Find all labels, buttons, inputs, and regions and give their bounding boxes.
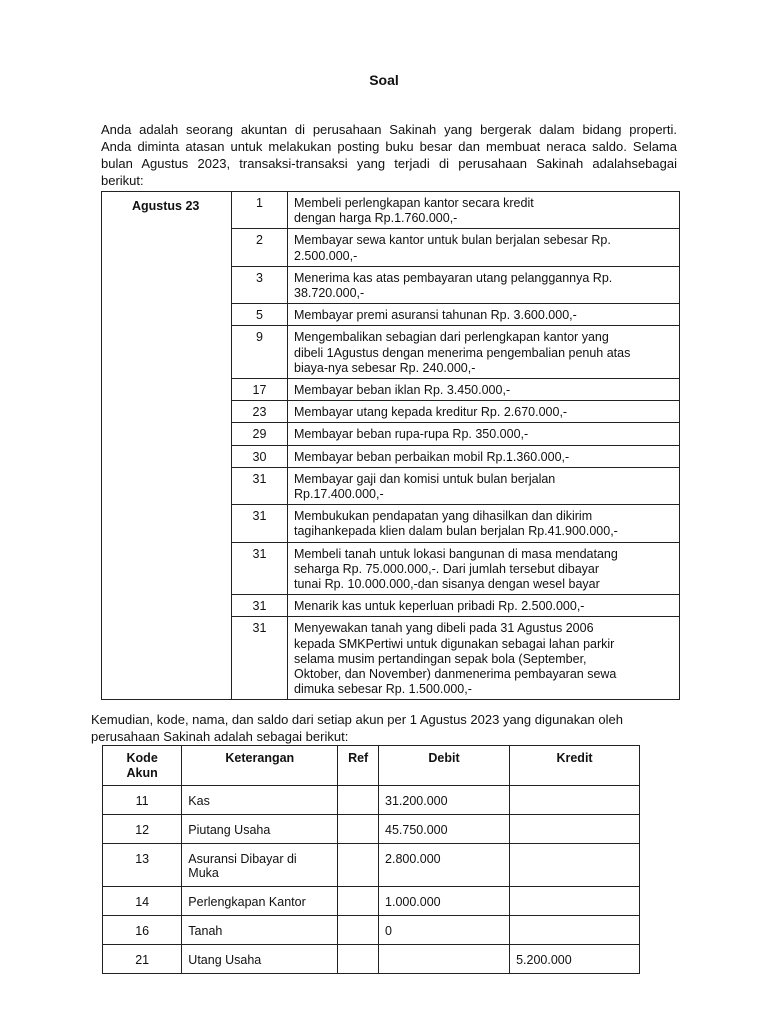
transaction-day: 5 [232,304,288,326]
transaction-description [288,401,680,423]
transaction-day: 31 [232,467,288,504]
transaction-description [288,266,680,303]
transaction-day: 29 [232,423,288,445]
account-name-line: Piutang Usaha [188,823,271,837]
description-line: kepada SMKPertiwi untuk digunakan sebagai lahan parkir [294,636,615,651]
account-row [103,945,640,974]
account-code: 13 [103,844,182,887]
account-name [182,887,338,916]
accounts-intro-line: perusahaan Sakinah adalah sebagai berikut: [91,729,349,744]
description-line: Membayar gaji dan komisi untuk bulan berjalan [294,471,556,486]
account-code: 16 [103,916,182,945]
transaction-description [288,423,680,445]
transaction-day: 23 [232,401,288,423]
description-line: dengan harga Rp.1.760.000,- [294,211,458,226]
description-line: Membayar premi asuransi tahunan Rp. 3.600.000,- [294,308,577,323]
account-code: 12 [103,815,182,844]
accounts-header-row [103,746,640,786]
account-credit [510,916,640,945]
account-credit [510,844,640,887]
description-line: Membeli perlengkapan kantor secara kredit [294,196,534,210]
month-label: Agustus 23 [102,192,232,700]
transaction-description [288,467,680,504]
account-ref [338,844,379,887]
account-credit [510,815,640,844]
header-code-line1: Kode [126,751,158,765]
account-debit: 0 [379,916,510,945]
account-ref [338,916,379,945]
description-line: dibeli 1Agustus dengan menerima pengembalian penuh atas [294,345,631,360]
description-line: seharga Rp. 75.000.000,-. Dari jumlah tersebut dibayar [294,561,600,576]
description-line: Menarik kas untuk keperluan pribadi Rp. 2.500.000,- [294,599,585,614]
account-debit: 31.200.000 [379,786,510,815]
account-ref [338,786,379,815]
transaction-day: 1 [232,192,288,229]
account-name-line: Tanah [188,924,223,938]
description-line: Oktober, dan November) danmenerima pembayaran sewa [294,667,617,682]
transaction-day: 17 [232,379,288,401]
intro-line: berikut: [101,173,144,188]
transaction-description [288,229,680,266]
intro-line: Anda diminta atasan untuk melakukan posting buku besar dan membuat neraca saldo. Selama [101,139,677,154]
transaction-day: 9 [232,326,288,379]
header-code [103,746,182,786]
description-line: 38.720.000,- [294,286,365,301]
account-credit [510,887,640,916]
description-line: Membayar sewa kantor untuk bulan berjalan sebesar Rp. [294,233,611,248]
transaction-description [288,192,680,229]
transaction-day: 31 [232,505,288,542]
description-line: biaya-nya sebesar Rp. 240.000,- [294,360,476,375]
account-row [103,786,640,815]
account-row [103,887,640,916]
account-name-line: Muka [188,866,219,880]
intro-line: Anda adalah seorang akuntan di perusahaan Sakinah yang bergerak dalam bidang properti. [101,122,677,137]
page-title: Soal [369,72,399,88]
transaction-row [102,192,680,229]
account-name [182,844,338,887]
account-name [182,815,338,844]
account-ref [338,815,379,844]
account-debit: 2.800.000 [379,844,510,887]
account-credit [510,786,640,815]
account-ref [338,887,379,916]
transaction-day: 2 [232,229,288,266]
description-line: Membayar beban iklan Rp. 3.450.000,- [294,383,511,398]
account-name [182,786,338,815]
transaction-description [288,445,680,467]
header-code-line2: Akun [126,766,158,780]
account-debit: 1.000.000 [379,887,510,916]
transaction-description [288,617,680,700]
transaction-day: 31 [232,595,288,617]
transaction-description [288,505,680,542]
account-code: 11 [103,786,182,815]
transaction-description [288,379,680,401]
header-ref: Ref [338,746,379,786]
account-name-line: Perlengkapan Kantor [188,895,306,909]
description-line: Membukukan pendapatan yang dihasilkan dan dikirim [294,509,593,524]
transactions-table [101,191,680,700]
description-line: Menerima kas atas pembayaran utang pelanggannya Rp. [294,270,613,285]
account-name-line: Kas [188,794,210,808]
account-credit: 5.200.000 [510,945,640,974]
account-name [182,945,338,974]
header-credit: Kredit [510,746,640,786]
account-ref [338,945,379,974]
transaction-description [288,326,680,379]
description-line: 2.500.000,- [294,248,358,263]
header-debit: Debit [379,746,510,786]
account-name [182,916,338,945]
transaction-description [288,304,680,326]
description-line: Membeli tanah untuk lokasi bangunan di masa mendatang [294,546,618,561]
transaction-day: 31 [232,542,288,595]
description-line: Mengembalikan sebagian dari perlengkapan kantor yang [294,330,609,345]
accounts-intro [91,711,691,745]
description-line: tagihankepada klien dalam bulan berjalan Rp.41.900.000,- [294,524,618,539]
account-row [103,815,640,844]
account-row [103,844,640,887]
description-line: selama musim pertandingan sepak bola (September, [294,651,587,666]
account-debit: 45.750.000 [379,815,510,844]
description-line: Menyewakan tanah yang dibeli pada 31 Agustus 2006 [294,621,594,636]
accounts-table [102,745,640,974]
description-line: Membayar beban rupa-rupa Rp. 350.000,- [294,427,529,442]
transaction-day: 31 [232,617,288,700]
description-line: Membayar utang kepada kreditur Rp. 2.670.000,- [294,405,568,420]
transaction-day: 30 [232,445,288,467]
description-line: dimuka sebesar Rp. 1.500.000,- [294,682,472,697]
intro-line: bulan Agustus 2023, transaksi-transaksi yang terjadi di perusahaan Sakinah adalahsebagai [101,156,677,171]
account-code: 21 [103,945,182,974]
transaction-description [288,595,680,617]
account-debit [379,945,510,974]
description-line: Membayar beban perbaikan mobil Rp.1.360.000,- [294,449,570,464]
intro-paragraph [101,121,677,189]
account-name-line: Asuransi Dibayar di [188,852,297,866]
description-line: tunai Rp. 10.000.000,-dan sisanya dengan wesel bayar [294,577,600,592]
account-row [103,916,640,945]
accounts-intro-line: Kemudian, kode, nama, dan saldo dari setiap akun per 1 Agustus 2023 yang digunakan oleh [91,712,623,727]
header-name: Keterangan [182,746,338,786]
transaction-day: 3 [232,266,288,303]
transaction-description [288,542,680,595]
account-name-line: Utang Usaha [188,953,262,967]
account-code: 14 [103,887,182,916]
description-line: Rp.17.400.000,- [294,487,384,502]
